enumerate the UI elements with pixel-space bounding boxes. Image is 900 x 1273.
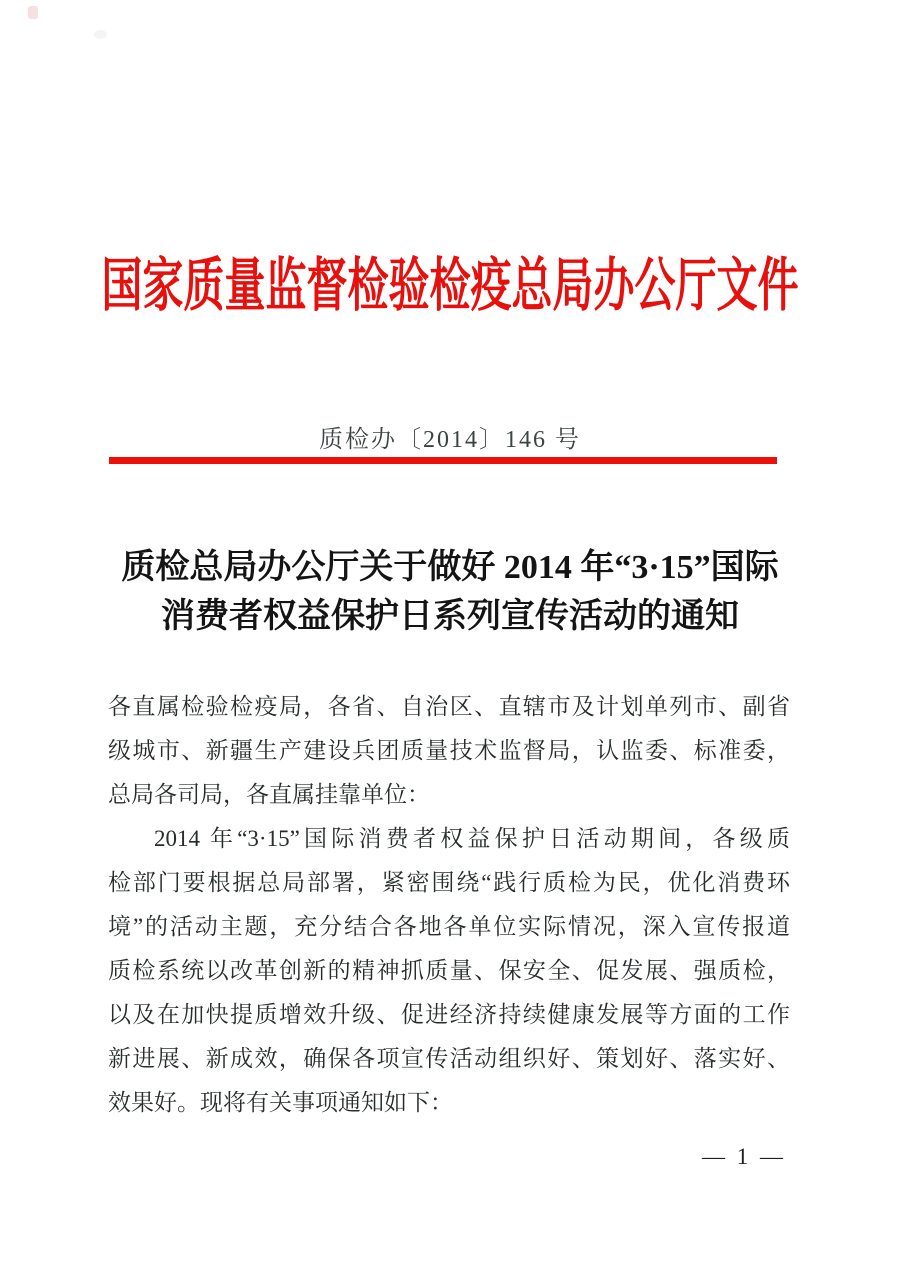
body-line: 以及在加快提质增效升级、促进经济持续健康发展等方面的工作 [108,1002,790,1027]
document-title-line-1: 质检总局办公厅关于做好 2014 年“3·15”国际 [121,549,779,586]
body-line: 境”的活动主题，充分结合各地各单位实际情况，深入宣传报道 [108,914,790,939]
document-title [0,543,900,641]
body-line: 效果好。现将有关事项通知如下： [108,1090,453,1115]
body-line: 2014 年“3·15”国际消费者权益保护日活动期间，各级质 [154,826,790,851]
red-divider-line [109,457,777,464]
scan-artifact [94,30,107,39]
letterhead-title: 国家质量监督检验检疫总局办公厅文件 [101,252,799,318]
document-title-line-2: 消费者权益保护日系列宣传活动的通知 [161,598,739,635]
document-number: 质检办〔2014〕146 号 [319,427,581,453]
page-number: — 1 — [702,1144,786,1169]
body-line: 新进展、新成效，确保各项宣传活动组织好、策划好、落实好、 [108,1046,790,1071]
body-line: 级城市、新疆生产建设兵团质量技术监督局，认监委、标准委， [108,738,790,763]
body-line: 检部门要根据总局部署，紧密围绕“践行质检为民，优化消费环 [108,870,790,895]
body-line: 质检系统以改革创新的精神抓质量、保安全、促发展、强质检， [108,958,790,983]
body-paragraphs [108,685,790,1125]
body-line: 各直属检验检疫局，各省、自治区、直辖市及计划单列市、副省 [108,694,790,719]
body-line: 总局各司局，各直属挂靠单位： [108,782,430,807]
scan-artifact [28,6,38,19]
